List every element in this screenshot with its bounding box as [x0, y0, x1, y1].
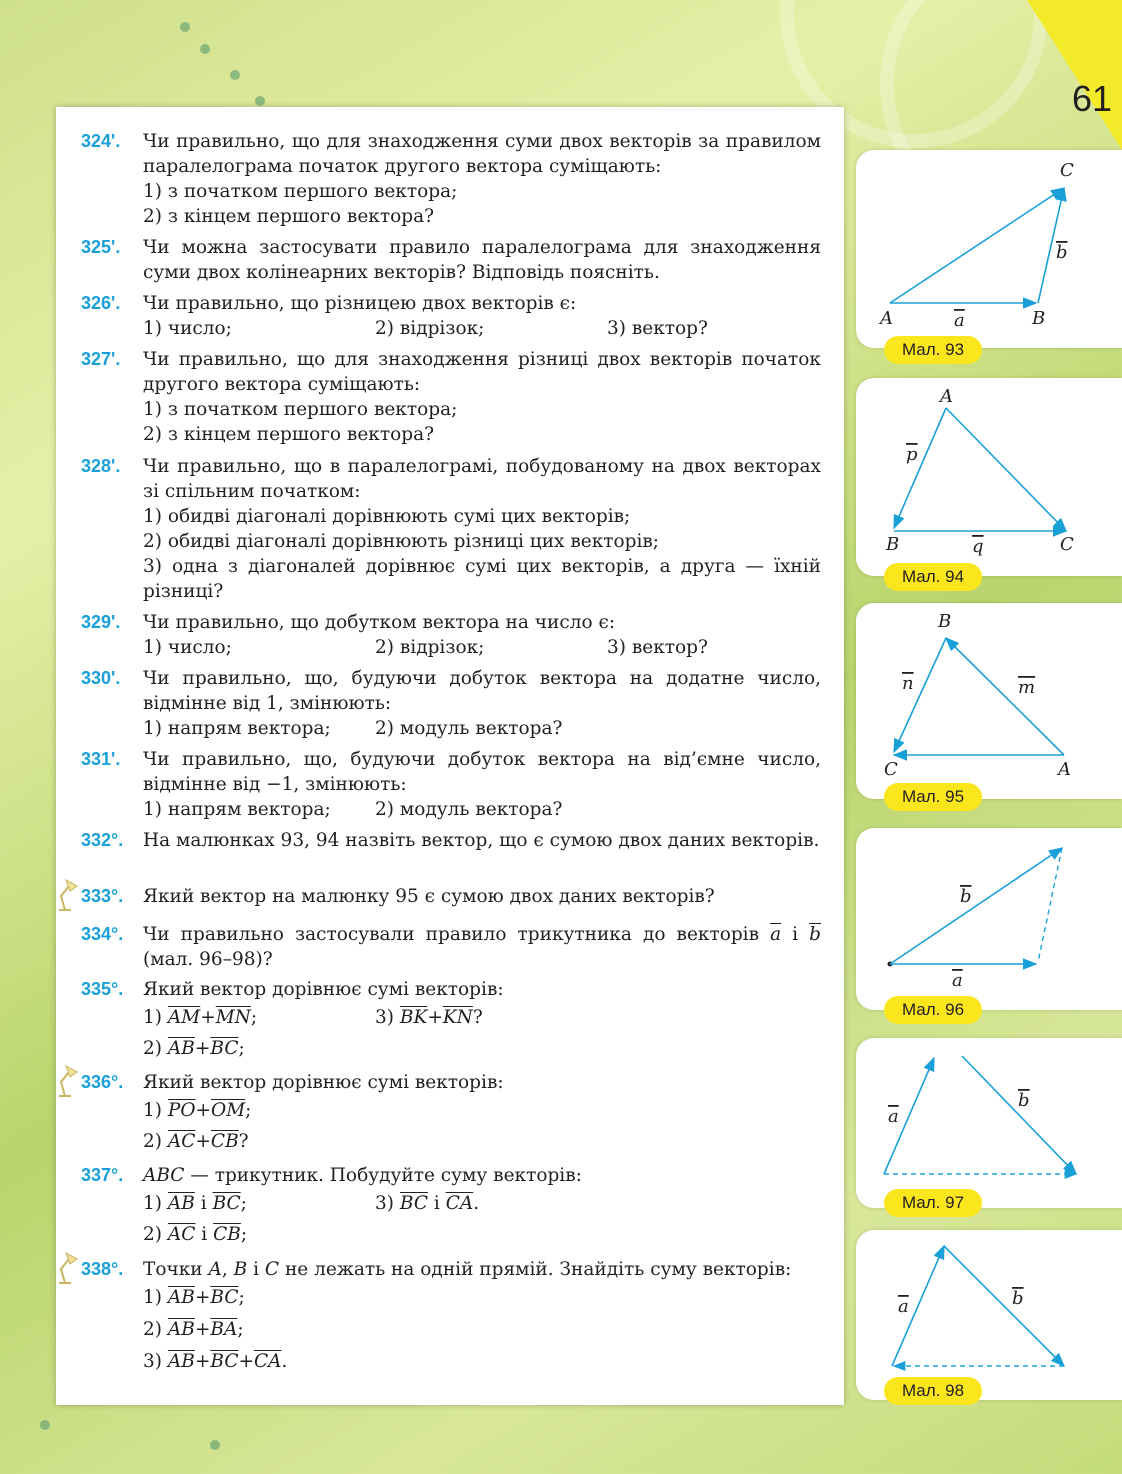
figure-96-label: Мал. 96: [884, 996, 982, 1024]
exercise-number: 338°.: [81, 1259, 124, 1279]
sum-vector-arrow: [890, 188, 1064, 303]
point-label: C: [1060, 160, 1074, 181]
figure-93-diagram: [856, 150, 1122, 348]
exercise-text: Який вектор дорівнює сумі векторів:: [143, 979, 504, 1000]
triangle-name: ABC: [143, 1165, 185, 1186]
exercise-options: [143, 1282, 821, 1314]
vector: $\overline{AB}$: [167, 1351, 195, 1372]
exercise-327: [81, 347, 821, 447]
punct: ;: [245, 1100, 252, 1121]
option: [143, 1219, 247, 1250]
vector: $\overline{AB}$: [167, 1038, 195, 1059]
point-label: A: [1058, 759, 1071, 780]
exercise-item: 2) обидві діагоналі дорівнюють різниці цих векторів;: [143, 531, 660, 552]
text-part: — трикутник. Побудуйте суму векторів:: [184, 1165, 582, 1186]
vector-p-arrow: [894, 408, 946, 528]
exercise-text: Чи можна застосувати правило паралелограма для знаходження суми двох колінеарних векторів? Відповідь поясніть.: [143, 237, 821, 283]
plus-sign: +: [194, 1319, 211, 1340]
exercise-options: [143, 1314, 821, 1346]
figure-96-card: [856, 828, 1122, 1010]
exercise-options: [143, 1002, 821, 1033]
vector: $\overline{BA}$: [210, 1319, 238, 1340]
figure-95-card: [856, 603, 1122, 799]
vector-m-arrow: [946, 638, 1064, 755]
figure-94-card: [856, 378, 1122, 576]
exercises-panel: [56, 107, 844, 1405]
exercise-333: [81, 884, 821, 909]
option: 2) відрізок;: [375, 637, 485, 658]
exercise-options: [143, 797, 821, 822]
vector: $\overline{BC}$: [210, 1287, 239, 1308]
lamp-icon: [53, 1064, 81, 1098]
vector: $\overline{BC}$: [210, 1038, 239, 1059]
option-number: 2): [143, 1224, 162, 1245]
exercise-number: 328'.: [81, 456, 121, 476]
exercise-328: [81, 454, 821, 604]
option: 1) напрям вектора;: [143, 718, 331, 739]
vector-label: a: [898, 1296, 909, 1317]
exercise-text: Який вектор на малюнку 95 є сумою двох даних векторів?: [143, 886, 715, 907]
exercise-number: 336°.: [81, 1072, 124, 1092]
background-dot: [40, 1420, 50, 1430]
exercise-number: 330'.: [81, 668, 121, 688]
option-number: 1): [143, 1287, 162, 1308]
option: [143, 1314, 244, 1346]
vector-label: a: [954, 310, 965, 331]
punct: .: [281, 1351, 288, 1372]
background-dot: [255, 96, 265, 106]
option-number: 1): [143, 1007, 162, 1028]
exercise-text: Який вектор дорівнює сумі векторів:: [143, 1072, 504, 1093]
exercise-options: [143, 635, 821, 660]
exercise-options: [143, 1126, 821, 1157]
figure-93-card: [856, 150, 1122, 348]
option: 1) напрям вектора;: [143, 799, 331, 820]
vector-b: $\overline{b}$: [809, 924, 821, 945]
figure-97-label: Мал. 97: [884, 1189, 982, 1217]
point-label: B: [1032, 308, 1046, 329]
exercise-options: [143, 1095, 821, 1126]
exercise-number: 326'.: [81, 293, 121, 313]
vector: $\overline{KN}$: [442, 1007, 473, 1028]
text-part: Точки: [143, 1259, 209, 1280]
exercise-options: [143, 316, 821, 341]
point-label: C: [1060, 534, 1074, 555]
exercise-338: [81, 1257, 821, 1378]
vector: $\overline{AC}$: [167, 1131, 196, 1152]
vector-b-arrow: [890, 848, 1062, 964]
exercise-item: 2) з кінцем першого вектора?: [143, 206, 435, 227]
figure-97-diagram: [856, 1038, 1122, 1208]
exercise-number: 331'.: [81, 749, 121, 769]
punct: .: [473, 1193, 480, 1214]
vector: $\overline{CA}$: [253, 1351, 282, 1372]
punct: ;: [238, 1038, 245, 1059]
vector-label: m: [1018, 677, 1036, 698]
exercise-options: [143, 1219, 821, 1250]
punct: ;: [237, 1319, 244, 1340]
vector: $\overline{BK}$: [399, 1007, 428, 1028]
point: A: [208, 1259, 222, 1280]
exercise-number: 327'.: [81, 349, 121, 369]
exercise-item: 2) з кінцем першого вектора?: [143, 424, 435, 445]
lamp-icon: [53, 1251, 81, 1285]
option-number: 2): [143, 1038, 162, 1059]
exercise-337: [81, 1163, 821, 1250]
plus-sign: +: [427, 1007, 443, 1028]
option: 1) число;: [143, 318, 232, 339]
vector: $\overline{OM}$: [211, 1100, 246, 1121]
point-label: A: [940, 386, 953, 407]
option-number: 1): [143, 1100, 162, 1121]
option-number: 3): [143, 1351, 162, 1372]
option: [143, 1095, 251, 1126]
vector-b-arrow: [944, 1246, 1064, 1366]
vector-n-arrow: [894, 638, 946, 752]
vector-label: b: [1018, 1090, 1030, 1111]
figure-98-diagram: [856, 1230, 1122, 1400]
vector-label: p: [906, 444, 918, 465]
point-label: B: [886, 534, 900, 555]
option-number: 1): [143, 1193, 162, 1214]
vector: $\overline{CB}$: [210, 1131, 239, 1152]
dashed-segment: [1038, 848, 1062, 962]
option: 2) модуль вектора?: [375, 718, 563, 739]
vector: $\overline{AB}$: [167, 1287, 195, 1308]
plus-sign: +: [200, 1007, 216, 1028]
exercise-text: Чи правильно, що, будуючи добуток вектора на додатне число, відмінне від 1, змінюють:: [143, 668, 821, 714]
vector: $\overline{BC}$: [399, 1193, 428, 1214]
vector: $\overline{AB}$: [167, 1193, 195, 1214]
exercise-item: 1) з початком першого вектора;: [143, 181, 458, 202]
option: 2) відрізок;: [375, 318, 485, 339]
exercise-text: [143, 922, 821, 972]
exercise-330: [81, 666, 821, 741]
option: [375, 1002, 483, 1033]
option: [143, 1002, 375, 1033]
exercise-324: [81, 129, 821, 229]
plus-sign: +: [194, 1287, 211, 1308]
exercise-336: [81, 1070, 821, 1157]
exercise-number: 334°.: [81, 924, 124, 944]
plus-sign: +: [194, 1038, 211, 1059]
option: [143, 1126, 249, 1157]
vector: $\overline{AM}$: [167, 1007, 201, 1028]
plus-sign: +: [194, 1351, 211, 1372]
exercise-325: [81, 235, 821, 285]
exercise-text: Чи правильно, що різницею двох векторів є:: [143, 293, 577, 314]
exercise-options: [143, 716, 821, 741]
figure-95-diagram: [856, 603, 1122, 799]
exercise-text: Чи правильно, що добутком вектора на число є:: [143, 612, 616, 633]
exercise-332: [81, 828, 821, 853]
vector-label: q: [972, 536, 984, 557]
exercise-item: 3) одна з діагоналей дорівнює сумі цих векторів, а друга — їхній різниці?: [143, 556, 821, 602]
point: B: [233, 1259, 248, 1280]
option: 2) модуль вектора?: [375, 799, 563, 820]
conjunction: і: [201, 1224, 208, 1245]
punct: ;: [240, 1193, 247, 1214]
option-number: 2): [143, 1131, 162, 1152]
figure-94-diagram: [856, 378, 1122, 576]
vector-label: b: [1056, 242, 1068, 263]
page-corner-tab: [1027, 0, 1122, 150]
punct: ;: [238, 1287, 245, 1308]
exercise-item: 1) з початком першого вектора;: [143, 399, 458, 420]
plus-sign: +: [195, 1100, 212, 1121]
exercise-number: 332°.: [81, 830, 124, 850]
vector-label: n: [902, 673, 914, 694]
option: [143, 1282, 245, 1314]
vector: $\overline{PO}$: [167, 1100, 196, 1121]
vector: $\overline{CA}$: [445, 1193, 474, 1214]
exercise-text: Чи правильно, що, будуючи добуток вектора на від’ємне число, відмінне від −1, змінюють:: [143, 749, 821, 795]
text-part: і: [247, 1259, 265, 1280]
figure-95-label: Мал. 95: [884, 783, 982, 811]
option: [143, 1033, 245, 1064]
page-number: 61: [1071, 78, 1112, 119]
exercise-number: 325'.: [81, 237, 121, 257]
conjunction: і: [792, 924, 799, 945]
vector: $\overline{AC}$: [167, 1224, 196, 1245]
background-dot: [180, 22, 190, 32]
exercise-options: [143, 1346, 821, 1378]
text-part: не лежать на одній прямій. Знайдіть суму векторів:: [279, 1259, 792, 1280]
vector-a: $\overline{a}$: [770, 924, 782, 945]
exercise-text: [143, 1257, 821, 1282]
punct: ;: [240, 1224, 248, 1245]
background-dot: [200, 44, 210, 54]
option-number: 3): [375, 1193, 394, 1214]
option-number: 2): [143, 1319, 162, 1340]
plus-sign: +: [195, 1131, 211, 1152]
figure-94-label: Мал. 94: [884, 563, 982, 591]
figure-93-label: Мал. 93: [884, 336, 982, 364]
vector-label: b: [960, 886, 972, 907]
exercise-text: На малюнках 93, 94 назвіть вектор, що є сумою двох даних векторів.: [143, 830, 820, 851]
option: 1) число;: [143, 637, 232, 658]
figure-98-label: Мал. 98: [884, 1377, 982, 1405]
plus-sign: +: [238, 1351, 254, 1372]
background-dot: [210, 1440, 220, 1450]
exercise-item: 1) обидві діагоналі дорівнюють сумі цих векторів;: [143, 506, 631, 527]
exercise-number: 329'.: [81, 612, 121, 632]
exercise-331: [81, 747, 821, 822]
vector-b-arrow: [962, 1056, 1076, 1174]
vector: $\overline{BC}$: [210, 1351, 239, 1372]
text-part: (мал. 96–98)?: [143, 949, 273, 970]
point-label: A: [880, 308, 893, 329]
punct: ?: [472, 1007, 483, 1028]
exercise-334: [81, 922, 821, 972]
exercise-329: [81, 610, 821, 660]
option-number: 3): [375, 1007, 394, 1028]
exercise-number: 333°.: [81, 886, 124, 906]
exercise-335: [81, 977, 821, 1064]
exercise-text: Чи правильно, що для знаходження різниці двох векторів початок другого вектора суміщають:: [143, 349, 821, 395]
exercise-number: 324'.: [81, 131, 121, 151]
vector: $\overline{CB}$: [213, 1224, 241, 1245]
exercise-number: 337°.: [81, 1165, 124, 1185]
exercise-text: Чи правильно, що в паралелограмі, побудованому на двох векторах зі спільним початком:: [143, 456, 821, 502]
point-label: B: [938, 611, 952, 632]
option: [375, 1188, 479, 1219]
figure-98-card: [856, 1230, 1122, 1400]
exercise-number: 335°.: [81, 979, 124, 999]
background-dot: [230, 70, 240, 80]
vector: $\overline{BC}$: [212, 1193, 241, 1214]
option: [143, 1188, 375, 1219]
sum-vector-arrow: [946, 408, 1066, 531]
conjunction: і: [433, 1193, 440, 1214]
figure-97-card: [856, 1038, 1122, 1208]
figure-96-diagram: [856, 828, 1122, 1010]
option: 3) вектор?: [607, 637, 708, 658]
conjunction: і: [200, 1193, 207, 1214]
vector: $\overline{MN}$: [215, 1007, 251, 1028]
lamp-icon: [53, 878, 81, 912]
option: [143, 1346, 287, 1378]
exercise-options: [143, 1188, 821, 1219]
point: C: [264, 1259, 280, 1280]
text-part: Чи правильно застосували правило трикутника до векторів: [143, 924, 760, 945]
exercise-text: [143, 1163, 821, 1188]
vector-label: a: [888, 1106, 899, 1127]
option: 3) вектор?: [607, 318, 708, 339]
exercise-326: [81, 291, 821, 341]
point-label: C: [884, 759, 898, 780]
exercise-text: Чи правильно, що для знаходження суми двох векторів за правилом паралелограма початок другого вектора суміщають:: [143, 131, 821, 177]
punct: ?: [238, 1131, 249, 1152]
punct: ;: [250, 1007, 258, 1028]
text-part: ,: [221, 1259, 234, 1280]
exercise-options: [143, 1033, 821, 1064]
vector-label: a: [952, 970, 963, 991]
vector: $\overline{AB}$: [167, 1319, 195, 1340]
vector-label: b: [1012, 1288, 1024, 1309]
